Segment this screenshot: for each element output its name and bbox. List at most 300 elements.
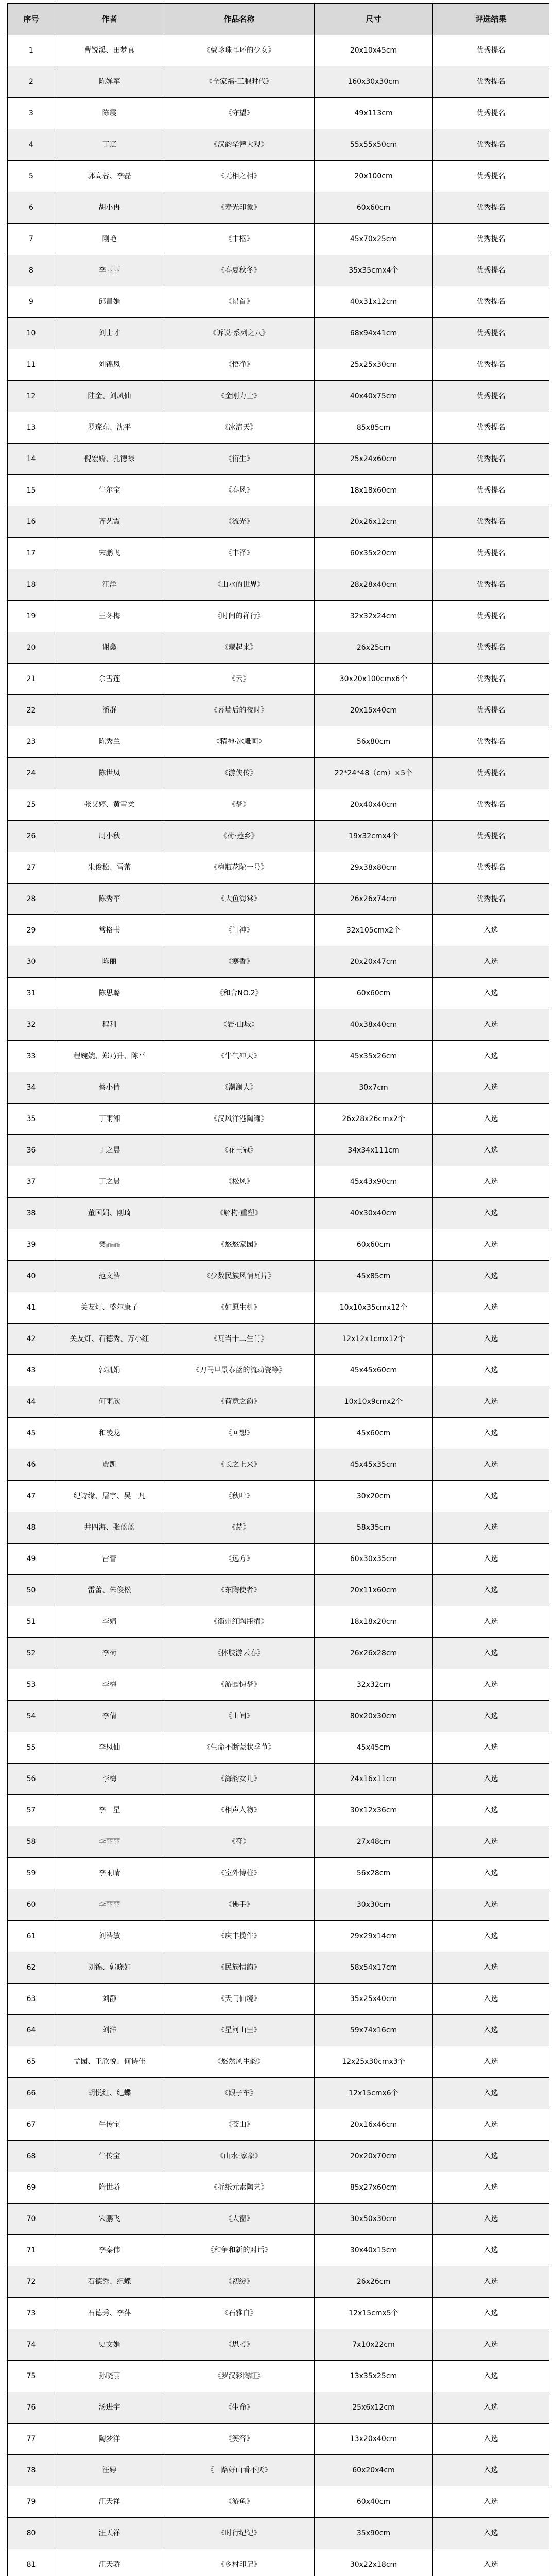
table-row [8,1104,549,1135]
row-size: 32x32x24cm [315,601,433,632]
row-index: 12 [8,381,55,412]
row-author: 汪天祥 [55,2518,164,2549]
row-result: 入选 [433,2046,549,2078]
row-author: 汤进宇 [55,2392,164,2424]
row-title: 《思考》 [164,2329,315,2361]
row-size: 85x85cm [315,412,433,444]
table-row [8,98,549,129]
table-row [8,2549,549,2576]
row-result: 入选 [433,2015,549,2046]
row-index: 7 [8,224,55,255]
row-size: 20x100cm [315,161,433,192]
row-result: 入选 [433,978,549,1009]
row-result: 优秀提名 [433,569,549,601]
table-row [8,444,549,475]
row-title: 《刀马旦景泰蓝的流动瓷等》 [164,1355,315,1386]
row-result: 入选 [433,1575,549,1606]
table-row [8,1858,549,1889]
row-index: 62 [8,1952,55,1984]
row-author: 常格书 [55,915,164,946]
row-size: 20x11x60cm [315,1575,433,1606]
row-size: 13x20x40cm [315,2424,433,2455]
row-title: 《石雅白》 [164,2298,315,2329]
row-title: 《山水·家象》 [164,2141,315,2172]
row-result: 优秀提名 [433,852,549,884]
table-row [8,1544,549,1575]
row-author: 刘洋 [55,2015,164,2046]
row-result: 入选 [433,2078,549,2109]
row-title: 《潮澜人》 [164,1072,315,1104]
row-result: 优秀提名 [433,475,549,506]
row-author: 关友灯、盛尔康子 [55,1292,164,1324]
row-size: 10x10x9cmx2个 [315,1386,433,1418]
row-author: 宋鹏飞 [55,2204,164,2235]
row-index: 27 [8,852,55,884]
row-author: 石德秀、李萍 [55,2298,164,2329]
row-title: 《无相之相》 [164,161,315,192]
row-index: 24 [8,758,55,789]
row-index: 30 [8,946,55,978]
table-row [8,1638,549,1669]
row-size: 60x35x20cm [315,538,433,569]
row-title: 《符》 [164,1826,315,1858]
row-size: 12x25x30cmx3个 [315,2046,433,2078]
row-title: 《汉风洋港陶罐》 [164,1104,315,1135]
row-result: 入选 [433,1449,549,1481]
row-author: 余雪莲 [55,664,164,695]
table-row [8,2486,549,2518]
table-row [8,1292,549,1324]
row-size: 45x35x26cm [315,1041,433,1072]
row-index: 8 [8,255,55,286]
row-result: 入选 [433,1104,549,1135]
row-author: 周小秋 [55,821,164,852]
row-result: 优秀提名 [433,129,549,161]
row-title: 《时间的禅行》 [164,601,315,632]
row-index: 61 [8,1921,55,1952]
row-result: 优秀提名 [433,664,549,695]
row-index: 73 [8,2298,55,2329]
row-size: 59x74x16cm [315,2015,433,2046]
row-title: 《折纸元素陶艺》 [164,2172,315,2204]
row-result: 入选 [433,2424,549,2455]
row-size: 30x40x15cm [315,2235,433,2266]
table-row [8,758,549,789]
row-result: 优秀提名 [433,695,549,726]
row-author: 雷蕾、朱俊松 [55,1575,164,1606]
table-row [8,2518,549,2549]
row-index: 68 [8,2141,55,2172]
row-size: 29x38x80cm [315,852,433,884]
row-title: 《门神》 [164,915,315,946]
row-author: 李凤仙 [55,1732,164,1764]
row-title: 《乡村印记》 [164,2549,315,2576]
row-index: 81 [8,2549,55,2576]
table-row [8,884,549,915]
row-author: 李荷 [55,1638,164,1669]
table-row [8,1575,549,1606]
row-author: 关友灯、石德秀、万小红 [55,1324,164,1355]
row-index: 47 [8,1481,55,1512]
row-result: 入选 [433,2329,549,2361]
row-size: 45x70x25cm [315,224,433,255]
table-row [8,1669,549,1701]
row-author: 纪诗缘、屠宇、吴一凡 [55,1481,164,1512]
row-author: 李丽丽 [55,1889,164,1921]
table-row [8,286,549,318]
table-row [8,1512,549,1544]
row-result: 优秀提名 [433,224,549,255]
row-index: 69 [8,2172,55,2204]
table-row [8,2015,549,2046]
row-result: 入选 [433,1512,549,1544]
row-author: 牛传宝 [55,2109,164,2141]
row-author: 朱俊松、雷蕾 [55,852,164,884]
table-row [8,1166,549,1198]
table-row [8,381,549,412]
row-title: 《戴珍珠耳环的少女》 [164,35,315,66]
table-row [8,915,549,946]
row-index: 74 [8,2329,55,2361]
row-author: 陈思璐 [55,978,164,1009]
row-index: 33 [8,1041,55,1072]
row-result: 优秀提名 [433,286,549,318]
table-row [8,2266,549,2298]
row-title: 《梅瓶花陀一号》 [164,852,315,884]
row-result: 入选 [433,1229,549,1261]
row-index: 38 [8,1198,55,1229]
row-index: 1 [8,35,55,66]
row-size: 35x25x40cm [315,1984,433,2015]
row-title: 《衡州红陶瓶擢》 [164,1606,315,1638]
row-index: 22 [8,695,55,726]
row-author: 谢鑫 [55,632,164,664]
row-index: 2 [8,66,55,98]
row-index: 20 [8,632,55,664]
row-title: 《悠悠家园》 [164,1229,315,1261]
row-size: 34x34x111cm [315,1135,433,1166]
row-index: 50 [8,1575,55,1606]
row-author: 刚艳 [55,224,164,255]
row-title: 《东陶使者》 [164,1575,315,1606]
table-row [8,1355,549,1386]
table-row [8,632,549,664]
row-index: 3 [8,98,55,129]
row-result: 入选 [433,1701,549,1732]
row-size: 20x40x40cm [315,789,433,821]
row-title: 《松风》 [164,1166,315,1198]
row-size: 25x24x60cm [315,444,433,475]
table-row [8,2455,549,2486]
row-index: 41 [8,1292,55,1324]
table-row [8,224,549,255]
row-result: 入选 [433,1921,549,1952]
row-author: 丁之晨 [55,1135,164,1166]
row-result: 入选 [433,1198,549,1229]
row-title: 《和合NO.2》 [164,978,315,1009]
row-index: 48 [8,1512,55,1544]
row-index: 39 [8,1229,55,1261]
row-result: 入选 [433,915,549,946]
row-result: 入选 [433,1292,549,1324]
row-index: 15 [8,475,55,506]
row-result: 优秀提名 [433,601,549,632]
row-author: 丁之晨 [55,1166,164,1198]
table-row [8,852,549,884]
row-result: 优秀提名 [433,789,549,821]
row-index: 52 [8,1638,55,1669]
row-size: 45x43x90cm [315,1166,433,1198]
row-author: 汪天骄 [55,2549,164,2576]
row-author: 雷蕾 [55,1544,164,1575]
row-result: 入选 [433,2298,549,2329]
row-title: 《跟子车》 [164,2078,315,2109]
table-row [8,161,549,192]
row-size: 29x29x14cm [315,1921,433,1952]
row-author: 郭凯娟 [55,1355,164,1386]
row-title: 《寿光印象》 [164,192,315,224]
row-size: 32x32cm [315,1669,433,1701]
row-author: 刘士才 [55,318,164,349]
row-result: 优秀提名 [433,412,549,444]
row-author: 李婧 [55,1606,164,1638]
row-author: 罗璨东、沈平 [55,412,164,444]
row-size: 12x12x1cmx12个 [315,1324,433,1355]
row-result: 入选 [433,1638,549,1669]
table-row [8,821,549,852]
row-size: 35x90cm [315,2518,433,2549]
row-author: 贾凯 [55,1449,164,1481]
row-index: 26 [8,821,55,852]
row-index: 65 [8,2046,55,2078]
row-result: 入选 [433,1418,549,1449]
row-index: 18 [8,569,55,601]
row-title: 《天门仙境》 [164,1984,315,2015]
row-title: 《荷意之韵》 [164,1386,315,1418]
row-author: 丁辽 [55,129,164,161]
row-size: 20x15x40cm [315,695,433,726]
table-row [8,1764,549,1795]
row-author: 李倩 [55,1701,164,1732]
table-row [8,412,549,444]
table-row [8,569,549,601]
row-title: 《金刚力士》 [164,381,315,412]
row-size: 20x20x70cm [315,2141,433,2172]
table-row [8,2172,549,2204]
row-author: 陶梦洋 [55,2424,164,2455]
row-size: 25x6x12cm [315,2392,433,2424]
row-size: 26x26x28cm [315,1638,433,1669]
table-row [8,1606,549,1638]
row-index: 14 [8,444,55,475]
row-size: 26x28x26cmx2个 [315,1104,433,1135]
row-index: 40 [8,1261,55,1292]
row-title: 《梦》 [164,789,315,821]
row-size: 32x105cmx2个 [315,915,433,946]
row-result: 入选 [433,1606,549,1638]
row-result: 优秀提名 [433,381,549,412]
row-title: 《生命不断蒙状季节》 [164,1732,315,1764]
row-author: 范文浩 [55,1261,164,1292]
row-title: 《诉说·系列之八》 [164,318,315,349]
row-index: 57 [8,1795,55,1826]
table-row [8,129,549,161]
row-author: 陈世凤 [55,758,164,789]
row-result: 优秀提名 [433,35,549,66]
row-result: 入选 [433,2486,549,2518]
table-row [8,2329,549,2361]
row-result: 入选 [433,1544,549,1575]
row-result: 入选 [433,1166,549,1198]
table-row [8,1418,549,1449]
row-size: 49x113cm [315,98,433,129]
row-author: 陆金、刘凤仙 [55,381,164,412]
row-index: 75 [8,2361,55,2392]
row-title: 《悠然风生韵》 [164,2046,315,2078]
row-title: 《精神·冰雕画》 [164,726,315,758]
row-index: 54 [8,1701,55,1732]
row-title: 《大窗》 [164,2204,315,2235]
row-author: 刘浩敏 [55,1921,164,1952]
row-index: 76 [8,2392,55,2424]
table-row [8,1889,549,1921]
row-index: 23 [8,726,55,758]
row-title: 《云》 [164,664,315,695]
row-size: 18x18x60cm [315,475,433,506]
table-row [8,1921,549,1952]
table-row [8,1984,549,2015]
row-author: 胡小冉 [55,192,164,224]
row-result: 优秀提名 [433,318,549,349]
row-title: 《民族情韵》 [164,1952,315,1984]
row-index: 64 [8,2015,55,2046]
table-row [8,2361,549,2392]
row-result: 入选 [433,1261,549,1292]
row-result: 优秀提名 [433,726,549,758]
row-result: 入选 [433,1041,549,1072]
row-index: 45 [8,1418,55,1449]
table-row [8,2078,549,2109]
table-row [8,2424,549,2455]
row-author: 何雨欣 [55,1386,164,1418]
row-size: 35x35cmx4个 [315,255,433,286]
row-title: 《解构·重塑》 [164,1198,315,1229]
row-size: 60x60cm [315,978,433,1009]
row-index: 72 [8,2266,55,2298]
row-index: 60 [8,1889,55,1921]
row-result: 优秀提名 [433,758,549,789]
row-result: 优秀提名 [433,161,549,192]
row-size: 22*24*48（cm）×5个 [315,758,433,789]
row-size: 28x28x40cm [315,569,433,601]
row-size: 26x25cm [315,632,433,664]
row-author: 潘群 [55,695,164,726]
row-size: 30x12x36cm [315,1795,433,1826]
table-row [8,1795,549,1826]
table-row [8,978,549,1009]
row-index: 36 [8,1135,55,1166]
row-title: 《悟净》 [164,349,315,381]
row-result: 优秀提名 [433,98,549,129]
row-index: 29 [8,915,55,946]
table-row [8,2046,549,2078]
row-author: 汪天祥 [55,2486,164,2518]
row-result: 入选 [433,2518,549,2549]
row-index: 78 [8,2455,55,2486]
row-size: 27x48cm [315,1826,433,1858]
row-size: 30x30cm [315,1889,433,1921]
row-result: 入选 [433,2204,549,2235]
row-result: 入选 [433,2549,549,2576]
row-result: 入选 [433,1858,549,1889]
table-row [8,1072,549,1104]
table-row [8,1732,549,1764]
row-author: 倪宏娇、孔德禄 [55,444,164,475]
row-size: 40x40x75cm [315,381,433,412]
row-size: 68x94x41cm [315,318,433,349]
table-row [8,946,549,978]
row-author: 李一星 [55,1795,164,1826]
row-author: 孟园、王欣悦、何诗佳 [55,2046,164,2078]
row-title: 《花王冠》 [164,1135,315,1166]
row-title: 《回想》 [164,1418,315,1449]
row-index: 13 [8,412,55,444]
row-title: 《生命》 [164,2392,315,2424]
row-index: 56 [8,1764,55,1795]
table-row [8,475,549,506]
row-size: 30x20x100cmx6个 [315,664,433,695]
row-size: 60x60cm [315,1229,433,1261]
row-title: 《流光》 [164,506,315,538]
row-index: 53 [8,1669,55,1701]
row-title: 《瓦当十二生肖》 [164,1324,315,1355]
row-result: 入选 [433,2172,549,2204]
row-size: 20x26x12cm [315,506,433,538]
row-title: 《全家福-三胞时代》 [164,66,315,98]
row-title: 《一路好山看不厌》 [164,2455,315,2486]
row-title: 《和争和新的对话》 [164,2235,315,2266]
row-result: 入选 [433,2141,549,2172]
row-title: 《冰清天》 [164,412,315,444]
row-size: 40x31x12cm [315,286,433,318]
row-author: 刘静 [55,1984,164,2015]
row-author: 蔡小倩 [55,1072,164,1104]
table-row [8,2235,549,2266]
row-title: 《秋叶》 [164,1481,315,1512]
row-size: 30x20cm [315,1481,433,1512]
table-row [8,1701,549,1732]
row-author: 李梅 [55,1669,164,1701]
table-row [8,695,549,726]
row-author: 井四海、张蓝蓝 [55,1512,164,1544]
row-author: 李梅 [55,1764,164,1795]
row-index: 10 [8,318,55,349]
row-author: 宋鹏飞 [55,538,164,569]
row-title: 《山水的世界》 [164,569,315,601]
row-title: 《如愿生机》 [164,1292,315,1324]
table-row [8,2109,549,2141]
row-size: 45x45cm [315,1732,433,1764]
table-row [8,1135,549,1166]
row-result: 优秀提名 [433,884,549,915]
header-index: 序号 [8,4,55,35]
row-index: 44 [8,1386,55,1418]
table-row [8,789,549,821]
results-table [7,3,549,2576]
table-row [8,1261,549,1292]
row-title: 《罗汉彩陶缸》 [164,2361,315,2392]
row-index: 4 [8,129,55,161]
